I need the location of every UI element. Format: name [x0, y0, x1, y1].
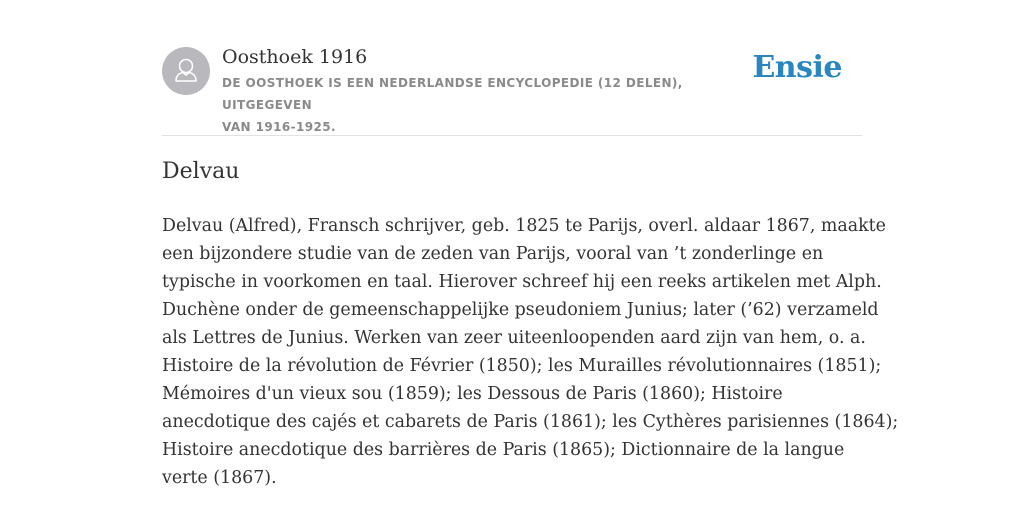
entry-body-line: Delvau (Alfred), Fransch schrijver, geb. 1825 te Parijs, overl. aldaar 1867, maakte	[162, 216, 886, 236]
entry-body-line: Duchène onder de gemeenschappelijke pseudoniem Junius; later (’62) verzameld	[162, 300, 879, 320]
source-header	[162, 0, 862, 136]
entry-body-line: verte (1867).	[162, 468, 277, 488]
user-avatar-icon	[162, 47, 210, 95]
entry-title: Delvau	[162, 159, 240, 184]
source-title[interactable]: Oosthoek 1916	[222, 46, 368, 68]
entry-body-line: Histoire anecdotique des barrières de Paris (1865); Dictionnaire de la langue	[162, 440, 845, 460]
entry-body-line: anecdotique des cajés et cabarets de Paris (1861); les Cythères parisiennes (1864);	[162, 412, 899, 432]
entry-body-line: Histoire de la révolution de Février (1850); les Murailles révolutionnaires (1851);	[162, 356, 882, 376]
source-description-line: DE OOSTHOEK IS EEN NEDERLANDSE ENCYCLOPEDIE (12 DELEN), UITGEGEVEN	[222, 76, 683, 112]
source-description	[222, 72, 762, 138]
ensie-logo[interactable]: Ensie	[752, 50, 842, 85]
entry-body-line: als Lettres de Junius. Werken van zeer uiteenloopenden aard zijn van hem, o. a.	[162, 328, 866, 348]
entry-body-line: Mémoires d'un vieux sou (1859); les Dessous de Paris (1860); Histoire	[162, 384, 783, 404]
entry-body-line: een bijzondere studie van de zeden van Parijs, vooral van ’t zonderlinge en	[162, 244, 824, 264]
entry-body-line: typische in voorkomen en taal. Hierover schreef hij een reeks artikelen met Alph.	[162, 272, 882, 292]
page-container	[162, 0, 899, 488]
entry-body	[162, 212, 899, 492]
source-description-line: VAN 1916-1925.	[222, 120, 336, 134]
